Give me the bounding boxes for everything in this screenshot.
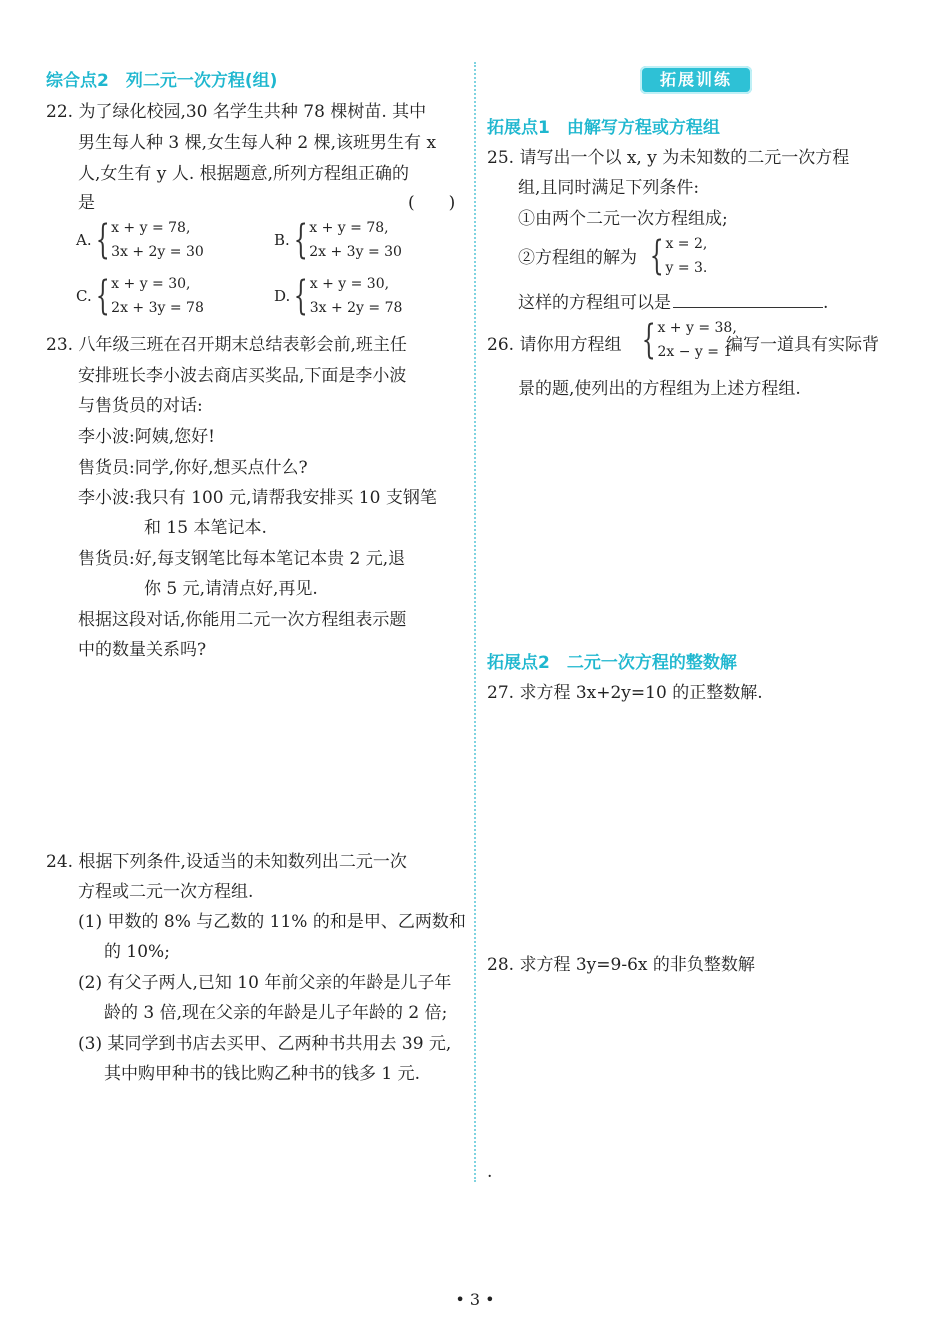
q23-line-10: 根据这段对话,你能用二元一次方程组表示题 <box>78 610 407 630</box>
q25-cond2: ②方程组的解为 <box>518 248 637 268</box>
q23-line-2: 安排班长李小波去商店买奖品,下面是李小波 <box>78 366 407 386</box>
q23-line-11: 中的数量关系吗? <box>78 640 207 660</box>
brace-icon: { <box>95 217 110 263</box>
q24-line-7: (3) 某同学到书店去买甲、乙两种书共用去 39 元, <box>78 1034 452 1054</box>
column-divider <box>474 62 476 1182</box>
q24-line-4: 的 10%; <box>104 942 170 962</box>
equation: 2x − y = 1 <box>657 344 733 360</box>
q23-line-1: 23. 八年级三班在召开期末总结表彰会前,班主任 <box>46 335 407 355</box>
option-b[interactable] <box>274 216 402 264</box>
q24-line-5: (2) 有父子两人,已知 10 年前父亲的年龄是儿子年 <box>78 973 452 993</box>
q23-line-8: 售货员:好,每支钢笔比每本笔记本贵 2 元,退 <box>78 549 406 569</box>
q22-line-1: 22. 为了绿化校园,30 名学生共种 78 棵树苗. 其中 <box>46 102 427 122</box>
q24-line-3: (1) 甲数的 8% 与乙数的 11% 的和是甲、乙两数和 <box>78 912 466 932</box>
q23-line-6: 李小波:我只有 100 元,请帮我安排买 10 支钢笔 <box>78 488 437 508</box>
q25-solution-system <box>648 232 707 280</box>
equation: y = 3. <box>665 260 708 276</box>
equation: 2x + 3y = 30 <box>309 244 402 260</box>
page-number: • 3 • <box>455 1290 495 1309</box>
q23-line-7: 和 15 本笔记本. <box>144 518 267 538</box>
q26-system <box>640 316 737 364</box>
equation: 2x + 3y = 78 <box>111 300 204 316</box>
equation: x + y = 30, <box>111 276 191 292</box>
option-label: A. <box>76 231 92 249</box>
q23-line-3: 与售货员的对话: <box>78 396 203 416</box>
q25-line-2: 组,且同时满足下列条件: <box>518 178 700 198</box>
question-27: 27. 求方程 3x+2y=10 的正整数解. <box>487 683 763 703</box>
q24-line-8: 其中购甲种书的钱比购乙种书的钱多 1 元. <box>104 1064 421 1084</box>
q23-line-4: 李小波:阿姨,您好! <box>78 427 215 447</box>
q22-line-4: 是 <box>78 193 95 213</box>
equation: x + y = 30, <box>309 276 390 292</box>
equation: 3x + 2y = 30 <box>111 244 204 260</box>
section-heading-expansion-2: 拓展点2 二元一次方程的整数解 <box>487 653 737 673</box>
equation: x + y = 78, <box>111 220 191 236</box>
answer-end: . <box>823 293 829 313</box>
answer-paren: ( ) <box>408 193 456 213</box>
q24-line-1: 24. 根据下列条件,设适当的未知数列出二元一次 <box>46 852 407 872</box>
equation: x + y = 78, <box>309 220 389 236</box>
option-label: B. <box>274 231 290 249</box>
q23-line-9: 你 5 元,请清点好,再见. <box>144 579 318 599</box>
equation: x = 2, <box>665 236 708 252</box>
q23-line-5: 售货员:同学,你好,想买点什么? <box>78 458 308 478</box>
equation: x + y = 38, <box>657 320 737 336</box>
brace-icon: { <box>293 217 308 263</box>
brace-icon: { <box>95 273 110 319</box>
q25-line-1: 25. 请写出一个以 x, y 为未知数的二元一次方程 <box>487 148 850 168</box>
stray-dot: . <box>487 1162 493 1182</box>
brace-icon: { <box>649 233 664 279</box>
q26-line-2: 景的题,使列出的方程组为上述方程组. <box>518 379 801 399</box>
q25-answer-line <box>518 288 828 313</box>
expansion-training-badge: 拓展训练 <box>640 66 752 94</box>
equation: 3x + 2y = 78 <box>309 300 403 316</box>
option-d[interactable] <box>274 272 402 320</box>
q26-prefix: 26. 请你用方程组 <box>487 335 622 355</box>
brace-icon: { <box>641 317 656 363</box>
option-label: C. <box>76 287 92 305</box>
q22-line-2: 男生每人种 3 棵,女生每人种 2 棵,该班男生有 x <box>78 133 437 153</box>
option-c[interactable] <box>76 272 204 320</box>
option-label: D. <box>274 287 291 305</box>
q22-line-3: 人,女生有 y 人. 根据题意,所列方程组正确的 <box>78 164 410 184</box>
section-heading-2: 综合点2 列二元一次方程(组) <box>46 71 278 91</box>
option-a[interactable] <box>76 216 204 264</box>
q24-line-6: 龄的 3 倍,现在父亲的年龄是儿子年龄的 2 倍; <box>104 1003 448 1023</box>
answer-prompt: 这样的方程组可以是 <box>518 293 671 313</box>
q24-line-2: 方程或二元一次方程组. <box>78 882 254 902</box>
section-heading-expansion-1: 拓展点1 由解写方程或方程组 <box>487 118 720 138</box>
q25-line-3: ①由两个二元一次方程组成; <box>518 209 728 229</box>
q26-suffix: 编写一道具有实际背 <box>726 335 879 355</box>
question-28: 28. 求方程 3y=9-6x 的非负整数解 <box>487 955 755 975</box>
brace-icon: { <box>293 273 308 319</box>
answer-blank[interactable] <box>673 289 823 308</box>
